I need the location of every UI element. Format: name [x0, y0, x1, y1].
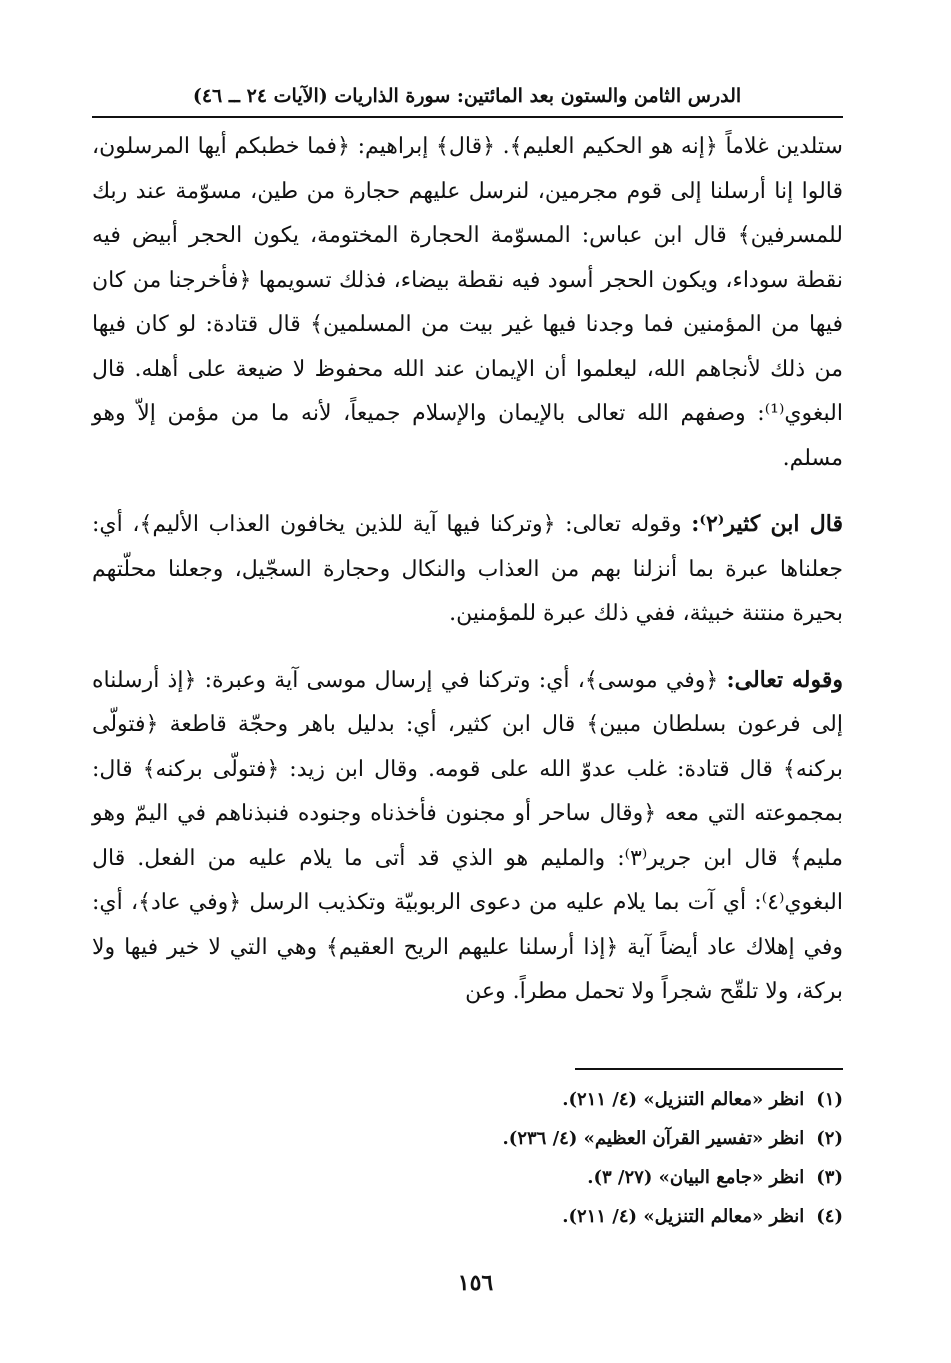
footnote-text: انظر «جامع البيان» (٢٧/ ٣). [587, 1167, 805, 1188]
footnote-number: (٣) [816, 1167, 843, 1188]
footnote-number: (٢) [816, 1128, 843, 1149]
body-text [92, 124, 843, 1015]
footnote-1 [300, 1080, 843, 1119]
footnotes [300, 1080, 843, 1236]
paragraph-text: وقوله تعالى: ﴿وتركنا فيها آية للذين يخافون العذاب الأليم﴾، أي: جعلناها عبرة بما أنزلنا بهم من العذاب والنكال وحجارة السجّيل، وجعلنا محلّتهم بحيرة منتنة خبيثة، ففي ذلك عبرة للمؤمنين. [92, 512, 843, 626]
footnote-4 [300, 1197, 843, 1236]
footnote-number: (١) [816, 1089, 843, 1110]
paragraph-text: ﴿وفي موسى﴾، أي: وتركنا في إرسال موسى آية وعبرة: ﴿إذ أرسلناه إلى فرعون بسلطان مبين﴾ قال ابن كثير، أي: بدليل باهر وحجّة قاطعة ﴿فتولّى بركنه﴾ قال قتادة: غلب عدوّ الله على قومه. وقال ابن زيد: ﴿فتولّى بركنه﴾ قال: بمجموعته التي معه ﴿وقال ساحر أو مجنون فأخذناه وجنوده فنبذناهم في اليمّ وهو مليم﴾ قال ابن جرير⁽٣⁾: والمليم هو الذي قد أتى ما يلام عليه من الفعل. قال البغوي⁽٤⁾: أي آت بما يلام عليه من دعوى الربوبيّة وتكذيب الرسل ﴿وفي عاد﴾، أي: وفي إهلاك عاد أيضاً آية ﴿إذا أرسلنا عليهم الريح العقيم﴾ وهي التي لا خير فيها ولا بركة، ولا تلقّح شجراً ولا تحمل مطراً. وعن [92, 667, 843, 1004]
footnote-3 [300, 1158, 843, 1197]
paragraph-text: ستلدين غلاماً ﴿إنه هو الحكيم العليم﴾. ﴿قال﴾ إبراهيم: ﴿فما خطبكم أيها المرسلون، قالوا إنا أرسلنا إلى قوم مجرمين، لنرسل عليهم حجارة من طين، مسوّمة عند ربك للمسرفين﴾ قال ابن عباس: المسوّمة الحجارة المختومة، يكون الحجر أبيض فيه نقطة سوداء، ويكون الحجر أسود فيه نقطة بيضاء، فذلك تسويمها ﴿فأخرجنا من كان فيها من المؤمنين فما وجدنا فيها غير بيت من المسلمين﴾ قال قتادة: لو كان فيها من ذلك لأنجاهم الله، ليعلموا أن الإيمان عند الله محفوظ لا ضيعة على أهله. قال البغوي⁽¹⁾: وصفهم الله تعالى بالإيمان والإسلام جميعاً، لأنه ما من مؤمن إلاّ وهو مسلم. [92, 134, 843, 471]
paragraph-1 [92, 124, 843, 481]
paragraph-lead: وقوله تعالى: [726, 666, 843, 693]
footnote-number: (٤) [816, 1206, 843, 1227]
footnote-text: انظر «تفسير القرآن العظيم» (٤/ ٢٣٦). [502, 1128, 805, 1149]
running-header: الدرس الثامن والستون بعد المائتين: سورة الذاريات (الآيات ٢٤ ــ ٤٦) [192, 85, 742, 107]
footnote-text: انظر «معالم التنزيل» (٤/ ٢١١). [562, 1206, 805, 1227]
footnote-text: انظر «معالم التنزيل» (٤/ ٢١١). [562, 1089, 805, 1110]
footnote-2 [300, 1119, 843, 1158]
footnote-rule [575, 1068, 843, 1070]
paragraph-2 [92, 502, 843, 637]
page-number: ١٥٦ [457, 1270, 494, 1296]
paragraph-3 [92, 658, 843, 1015]
paragraph-lead: قال ابن كثير⁽٢⁾: [691, 511, 843, 537]
header-rule [92, 116, 843, 118]
